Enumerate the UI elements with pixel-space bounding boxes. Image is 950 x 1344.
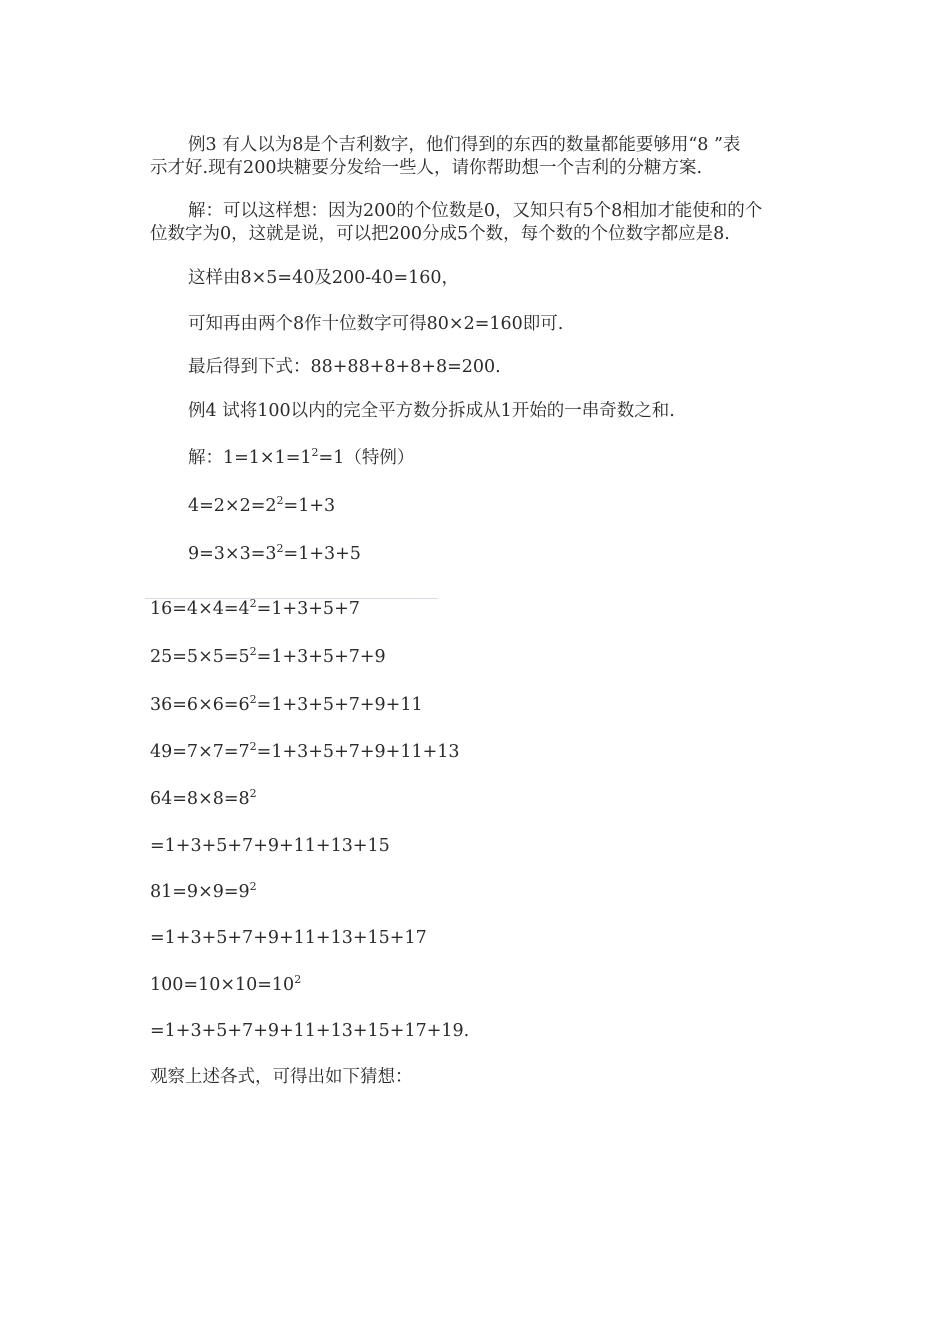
equation-exponent: 2: [249, 740, 257, 753]
conclusion-text: 观察上述各式，可得出如下猜想：: [150, 1067, 413, 1087]
equation-line: [150, 598, 360, 620]
equation-line: [150, 927, 427, 949]
equation-line: [188, 495, 335, 517]
example3-solution-line1: 解：可以这样想：因为200的个位数是0，又知只有5个8相加才能使和的个: [188, 201, 763, 221]
equation-lhs: =1+3+5+7+9+11+13+15+17: [150, 928, 427, 948]
equation-lhs: 1=1×1=1: [223, 448, 312, 468]
equation-exponent: 2: [249, 880, 257, 893]
example3-question-line1: 例3 有人以为8是个吉利数字，他们得到的东西的数量都能要够用“8 ”表: [188, 135, 741, 155]
equation-line: [150, 694, 423, 716]
equation-lhs: 100=10×10=10: [150, 975, 295, 995]
equation-rhs: =1+3+5+7: [256, 599, 360, 619]
equation-line: [150, 881, 257, 903]
equation-line: [150, 974, 301, 996]
equation-rhs: =1+3+5+7+9+11+13: [256, 742, 460, 762]
equation-exponent: 2: [294, 973, 302, 986]
equation-exponent: 2: [249, 693, 257, 706]
equation-line: [150, 835, 390, 857]
solution-prefix: 解：: [188, 448, 223, 468]
equation-rhs: =1（特例）: [318, 448, 415, 468]
example3-solution-line2: 位数字为0，这就是说，可以把200分成5个数，每个数的个位数字都应是8.: [150, 224, 730, 244]
equation-line: [188, 447, 414, 469]
equation-lhs: 81=9×9=9: [150, 882, 250, 902]
equation-exponent: 2: [249, 597, 257, 610]
equation-lhs: 4=2×2=2: [188, 496, 277, 516]
equation-rhs: =1+3+5: [283, 544, 361, 564]
equation-rhs: =1+3+5+7+9: [256, 647, 386, 667]
equation-lhs: =1+3+5+7+9+11+13+15: [150, 836, 390, 856]
equation-line: [150, 741, 460, 763]
equation-line: [150, 646, 386, 668]
equation-exponent: 2: [276, 542, 284, 555]
equation-line: [150, 1020, 469, 1042]
equation-lhs: 9=3×3=3: [188, 544, 277, 564]
equation-exponent: 2: [276, 494, 284, 507]
equation-rhs: =1+3: [283, 496, 336, 516]
equation-lhs: 49=7×7=7: [150, 742, 250, 762]
example3-step1: 这样由8×5=40及200-40=160，: [188, 268, 460, 288]
equation-line: [150, 788, 257, 810]
example3-step2: 可知再由两个8作十位数字可得80×2=160即可.: [188, 314, 564, 334]
equation-exponent: 2: [249, 645, 257, 658]
example3-question-line2: 示才好.现有200块糖要分发给一些人，请你帮助想一个吉利的分糖方案.: [150, 158, 703, 178]
equation-line: [188, 543, 361, 565]
example4-question: 例4 试将100以内的完全平方数分拆成从1开始的一串奇数之和.: [188, 401, 675, 421]
equation-lhs: 25=5×5=5: [150, 647, 250, 667]
equation-lhs: 16=4×4=4: [150, 599, 250, 619]
equation-lhs: 64=8×8=8: [150, 789, 250, 809]
equation-lhs: 36=6×6=6: [150, 695, 250, 715]
equation-rhs: =1+3+5+7+9+11: [256, 695, 423, 715]
example3-step3: 最后得到下式：88+88+8+8+8=200.: [188, 357, 501, 377]
equation-exponent: 2: [311, 446, 319, 459]
equation-exponent: 2: [249, 787, 257, 800]
equation-lhs: =1+3+5+7+9+11+13+15+17+19.: [150, 1021, 470, 1041]
